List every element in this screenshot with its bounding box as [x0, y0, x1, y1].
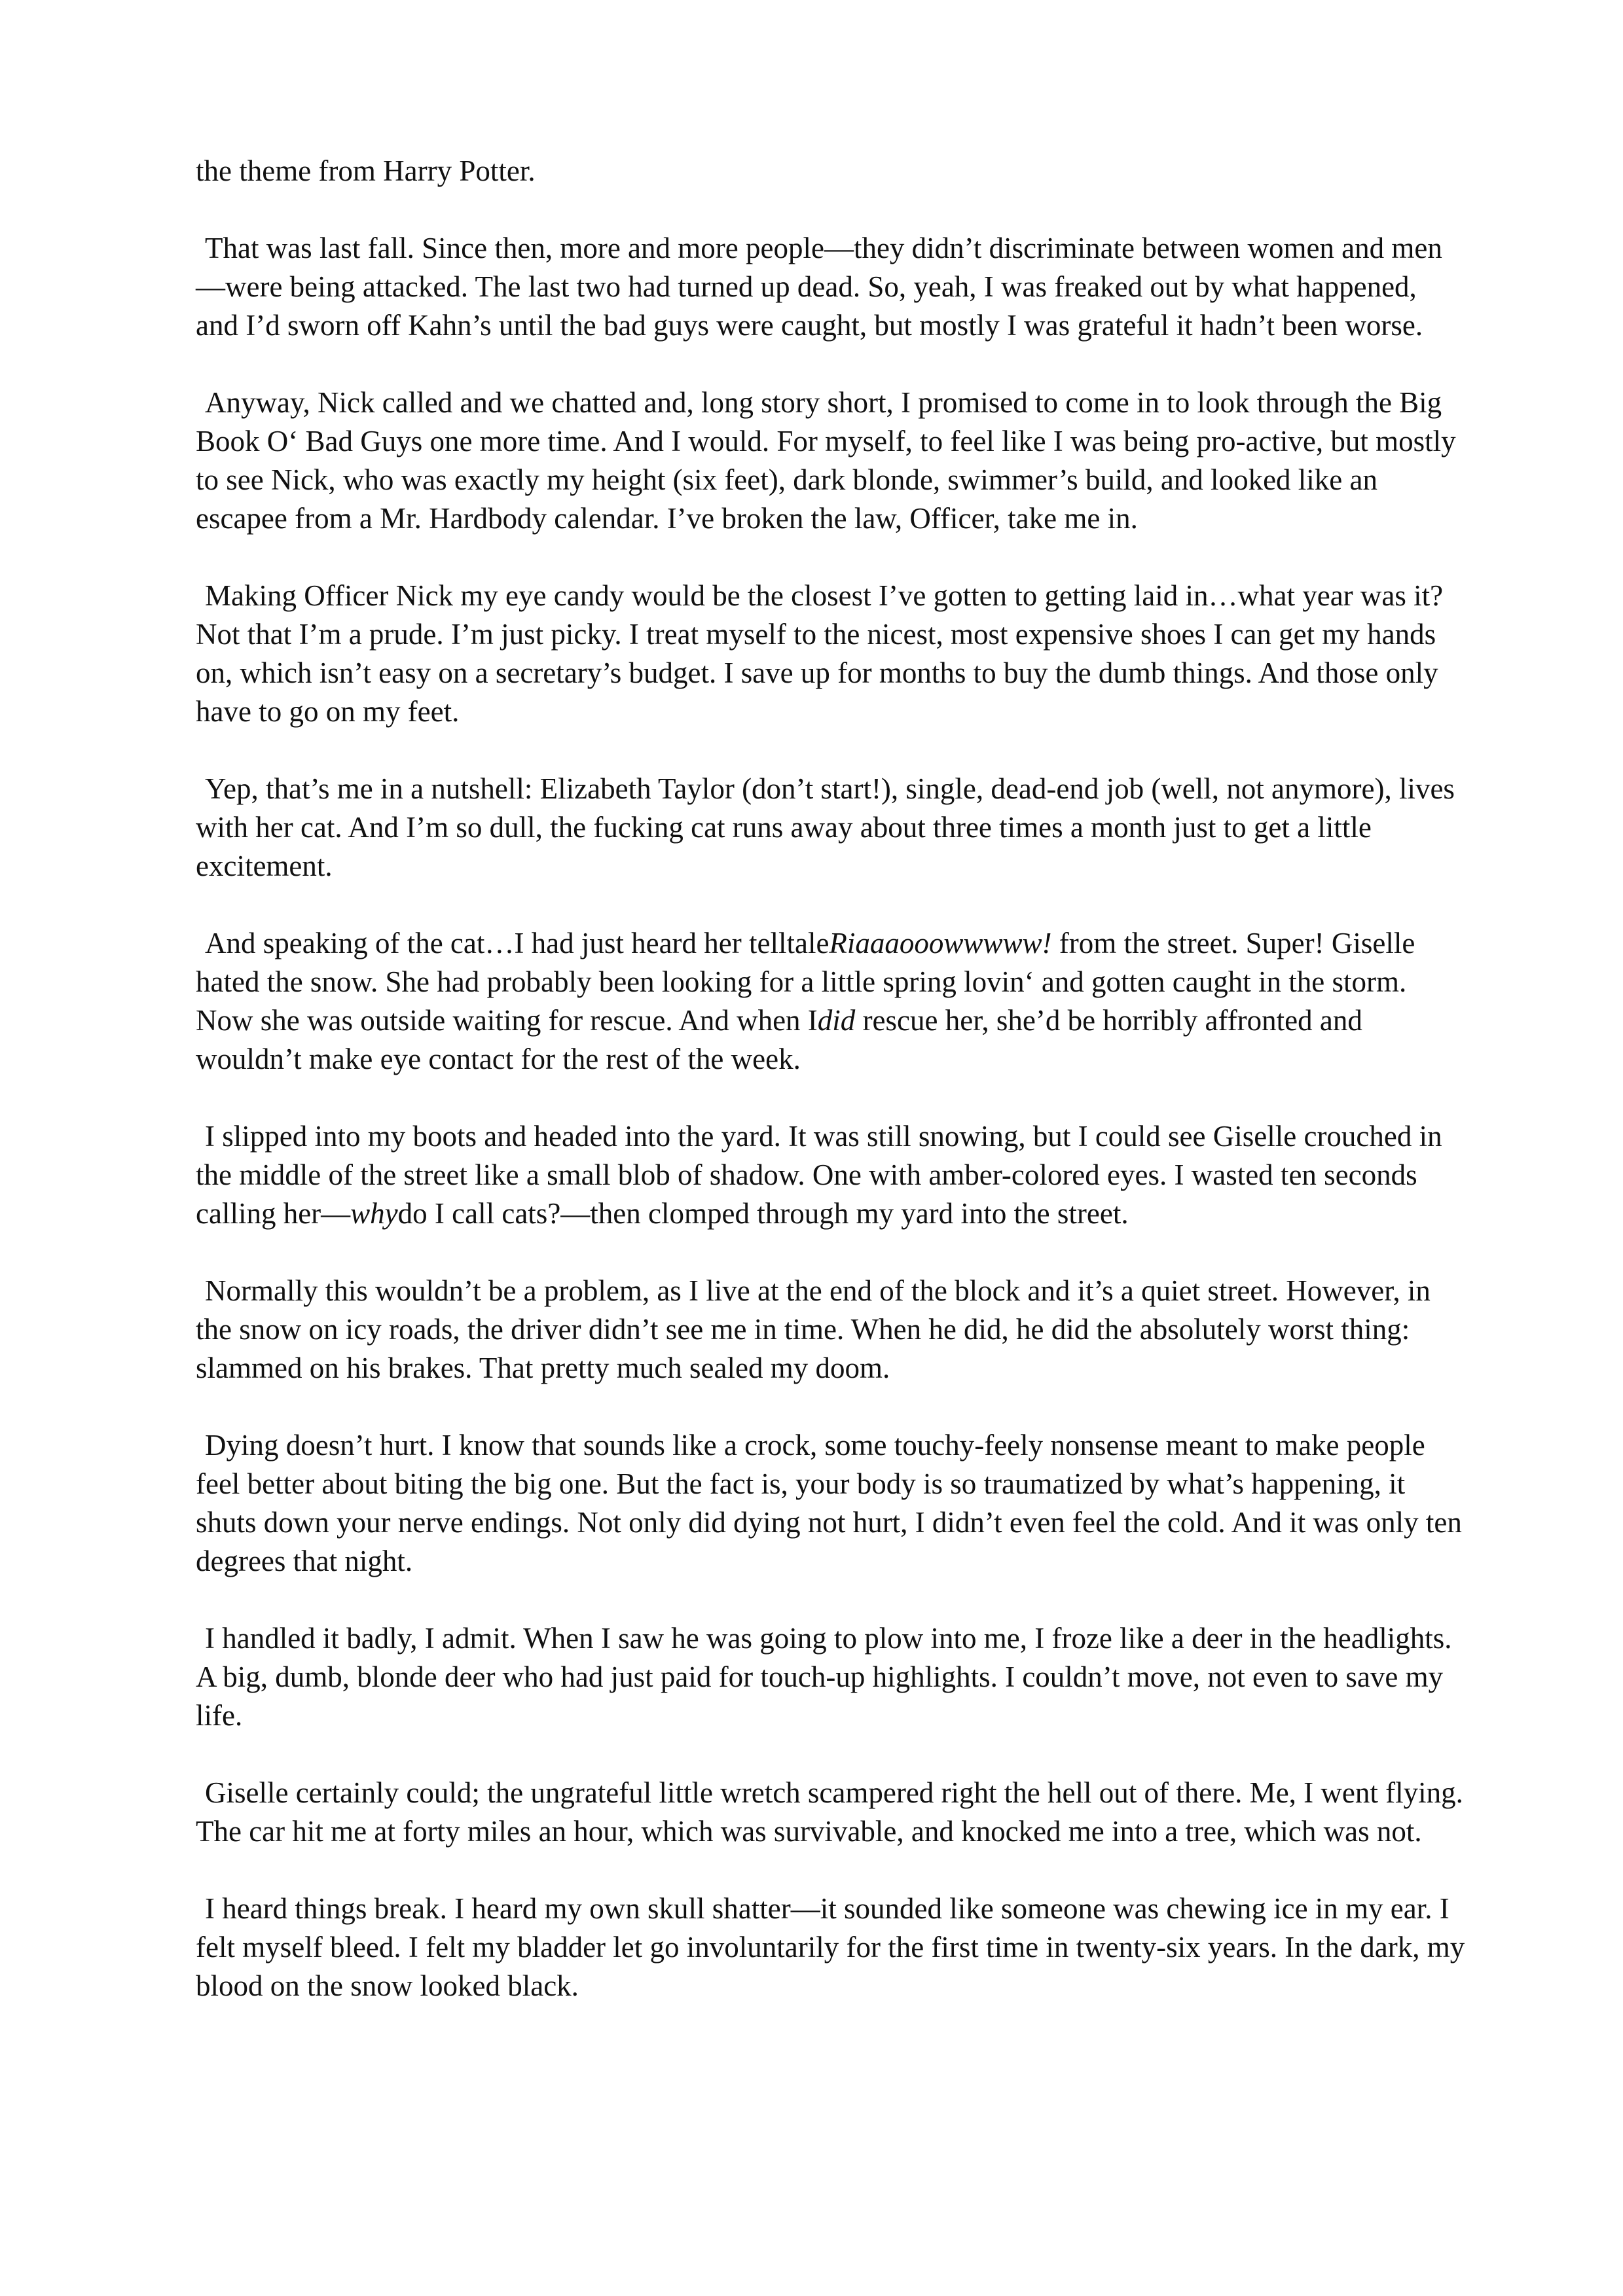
italic-cat-cry: Riaaaooowwwww! [829, 927, 1052, 960]
paragraph-text: rescue her, she’d be horribly affronted and wouldn’t make eye contact for the rest of the week. [196, 1004, 1362, 1075]
paragraph-2 [196, 229, 1466, 345]
paragraph-text: Dying doesn’t hurt. I know that sounds like a crock, some touchy-feely nonsense meant to make people feel better about biting the big one. But the fact is, your body is so traumatized by what’s happening, it shuts down your nerve endings. Not only did dying not hurt, I didn’t even feel the cold. And it was only ten degrees that night. [196, 1429, 1462, 1577]
paragraph-1 [196, 152, 1466, 190]
paragraph-text: Anyway, Nick called and we chatted and, long story short, I promised to come in to look through the Big Book O‘ Bad Guys one more time. And I would. For myself, to feel like I was being pro-active, but mostly to see Nick, who was exactly my height (six feet), dark blonde, swimmer’s build, and looked like an escapee from a Mr. Hardbody calendar. I’ve broken the law, Officer, take me in. [196, 386, 1456, 535]
paragraph-5 [196, 770, 1466, 886]
paragraph-text: from the street. Super! Giselle hated the snow. She had probably been looking for a little spring lovin‘ and gotten caught in the storm. Now she was outside waiting for rescue. And when I [196, 927, 1415, 1037]
paragraph-text: I heard things break. I heard my own skull shatter—it sounded like someone was chewing ice in my ear. I felt myself bleed. I felt my bladder let go involuntarily for the first time in twenty-six years. In the dark, my blood on the snow looked black. [196, 1892, 1465, 2002]
paragraph-4 [196, 577, 1466, 731]
paragraph-text: That was last fall. Since then, more and more people—they didn’t discriminate between women and men—were being attacked. The last two had turned up dead. So, yeah, I was freaked out by what happened, and I’d sworn off Kahn’s until the bad guys were caught, but mostly I was grateful it hadn’t been worse. [196, 232, 1442, 342]
paragraph-12 [196, 1890, 1466, 2005]
paragraph-3 [196, 384, 1466, 538]
paragraph-9 [196, 1426, 1466, 1581]
paragraph-text: Giselle certainly could; the ungrateful little wretch scampered right the hell out of there. Me, I went flying. The car hit me at forty miles an hour, which was survivable, and knocked me into a tree, which was not. [196, 1776, 1463, 1848]
paragraph-text: Normally this wouldn’t be a problem, as I live at the end of the block and it’s a quiet street. However, in the snow on icy roads, the driver didn’t see me in time. When he did, he did the absolutely worst thing: slammed on his brakes. That pretty much sealed my doom. [196, 1274, 1431, 1384]
paragraph-11 [196, 1774, 1466, 1851]
paragraph-text: Yep, that’s me in a nutshell: Elizabeth Taylor (don’t start!), single, dead-end job (well, not anymore), lives with her cat. And I’m so dull, the fucking cat runs away about three times a month just to get a little excitement. [196, 772, 1455, 882]
paragraph-text: And speaking of the cat…I had just heard her telltale [205, 927, 830, 960]
paragraph-6 [196, 924, 1466, 1079]
paragraph-7 [196, 1117, 1466, 1233]
paragraph-10 [196, 1619, 1466, 1735]
paragraph-text: the theme from Harry Potter. [196, 154, 536, 187]
italic-emphasis: why [350, 1197, 398, 1230]
paragraph-text: I slipped into my boots and headed into the yard. It was still snowing, but I could see Giselle crouched in the middle of the street like a small blob of shadow. One with amber-colored eyes. I wasted ten seconds calling her— [196, 1120, 1442, 1230]
paragraph-text: I handled it badly, I admit. When I saw he was going to plow into me, I froze like a deer in the headlights. A big, dumb, blonde deer who had just paid for touch-up highlights. I couldn’t move, not even to save my life. [196, 1622, 1452, 1732]
paragraph-8 [196, 1272, 1466, 1388]
paragraph-text: do I call cats?—then clomped through my yard into the street. [397, 1197, 1129, 1230]
italic-emphasis: did [817, 1004, 856, 1037]
paragraph-text: Making Officer Nick my eye candy would be the closest I’ve gotten to getting laid in…what year was it? Not that I’m a prude. I’m just picky. I treat myself to the nicest, most expensive shoes I can get my hands on, which isn’t easy on a secretary’s budget. I save up for months to buy the dumb things. And those only have to go on my feet. [196, 579, 1444, 728]
